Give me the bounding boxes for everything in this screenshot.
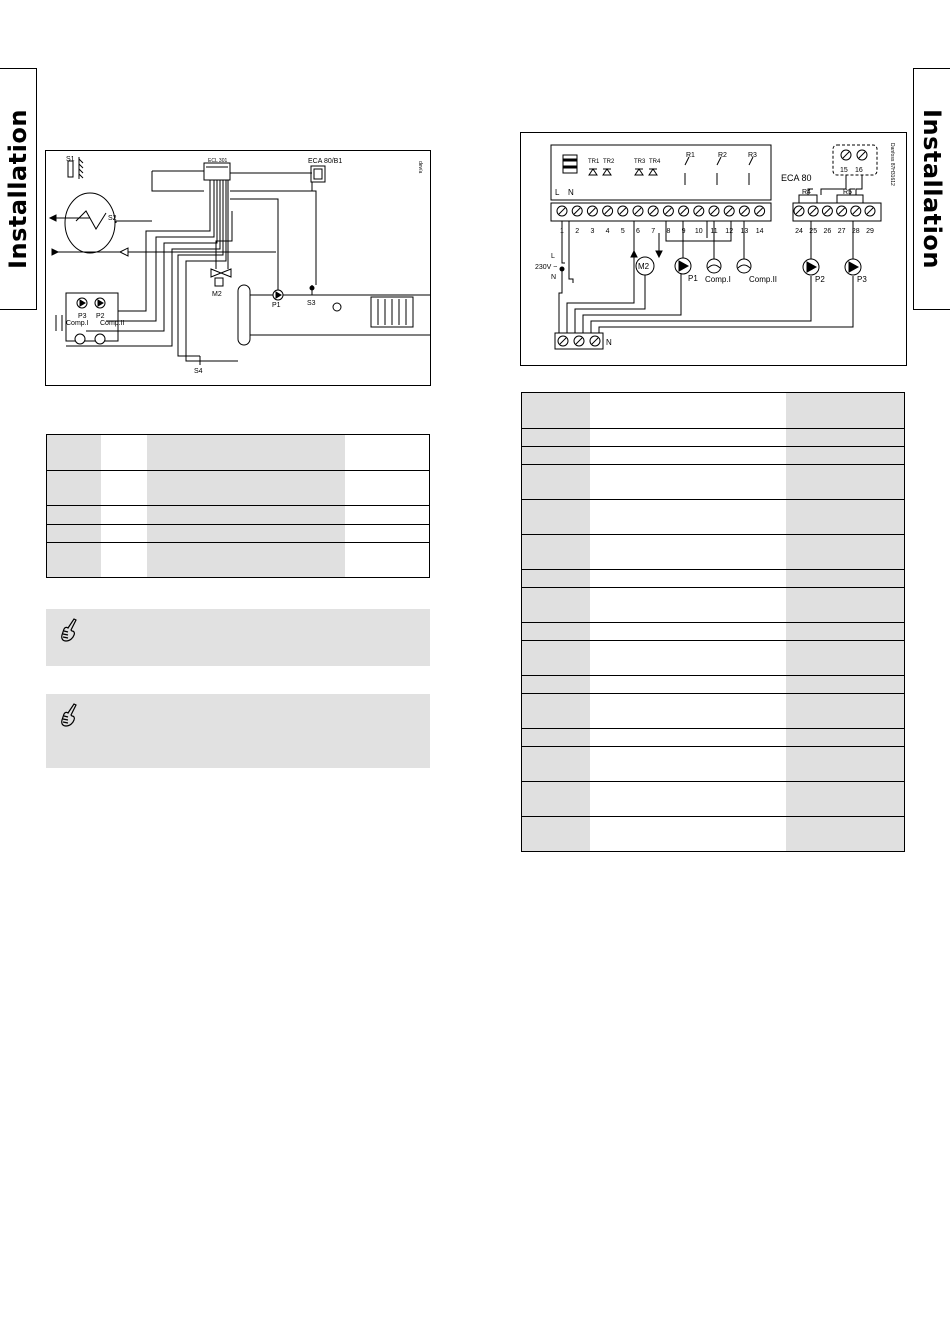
main-terminal-8: 8 xyxy=(666,228,671,235)
label-r1: R1 xyxy=(686,152,695,159)
wiring-diagram xyxy=(520,132,907,366)
main-terminal-4: 4 xyxy=(605,228,610,235)
note-box-1 xyxy=(46,609,430,666)
eca-terminal-27: 27 xyxy=(837,228,846,235)
label-tr1: TR1 xyxy=(588,159,600,165)
label-ecl: ECL 301 xyxy=(208,158,228,164)
label-s2: S2 xyxy=(108,215,117,222)
label-p3: P3 xyxy=(78,313,87,320)
side-tab-right-label: Installation xyxy=(918,109,946,269)
eca-terminal-28: 28 xyxy=(851,228,860,235)
label-p3: P3 xyxy=(857,275,867,284)
label-N-supply: N xyxy=(551,274,557,281)
main-terminal-7: 7 xyxy=(651,228,656,235)
label-tr3: TR3 xyxy=(634,159,646,165)
main-terminal-3: 3 xyxy=(590,228,595,235)
label-m2: M2 xyxy=(212,291,222,298)
main-terminal-9: 9 xyxy=(681,228,686,235)
eca-terminal-24: 24 xyxy=(795,228,803,235)
label-comp1: Comp.I xyxy=(705,275,731,284)
main-terminal-1: 1 xyxy=(560,228,564,235)
side-tab-left xyxy=(0,68,37,310)
terminal-16: 16 xyxy=(855,167,863,174)
pointing-hand-icon xyxy=(60,702,82,728)
label-m2: M2 xyxy=(638,262,650,271)
label-tr2: TR2 xyxy=(603,159,615,165)
side-tab-right xyxy=(913,68,950,310)
label-n-bottom: N xyxy=(606,338,612,347)
main-terminal-10: 10 xyxy=(694,228,703,235)
main-terminal-2: 2 xyxy=(575,228,580,235)
label-tr4: TR4 xyxy=(649,159,661,165)
label-comp2: Comp.II xyxy=(749,275,778,284)
label-code: Danfoss 87H31612 xyxy=(889,143,895,186)
main-terminal-13: 13 xyxy=(740,228,749,235)
label-p1: P1 xyxy=(272,302,281,309)
main-terminal-11: 11 xyxy=(710,228,718,235)
main-terminal-6: 6 xyxy=(636,228,640,235)
eca-terminal-29: 29 xyxy=(866,228,874,235)
label-r2: R2 xyxy=(718,152,727,159)
label-s4: S4 xyxy=(194,368,203,375)
main-terminal-12: 12 xyxy=(725,228,734,235)
label-s1: S1 xyxy=(66,156,75,163)
label-p1: P1 xyxy=(688,274,698,283)
left-table xyxy=(46,434,430,578)
label-r4: R4 xyxy=(802,189,811,196)
label-r3: R3 xyxy=(748,152,757,159)
eca-terminal-26: 26 xyxy=(823,228,832,235)
main-terminal-5: 5 xyxy=(620,228,625,235)
side-tab-left-label: Installation xyxy=(4,109,32,269)
label-code: dev/a xyxy=(417,161,423,174)
label-eca: ECA 80/B1 xyxy=(308,158,343,165)
label-L-supply: L xyxy=(551,253,555,260)
eca-terminal-25: 25 xyxy=(809,228,818,235)
label-N: N xyxy=(568,188,574,197)
pointing-hand-icon xyxy=(60,617,82,643)
label-p2: P2 xyxy=(96,313,105,320)
label-r5: R5 xyxy=(843,189,852,196)
label-L: L xyxy=(555,188,560,197)
label-s3: S3 xyxy=(307,300,316,307)
note-box-2 xyxy=(46,694,430,768)
label-p2: P2 xyxy=(815,275,825,284)
label-comp2: Comp.II xyxy=(100,320,125,327)
system-diagram xyxy=(45,150,431,386)
label-voltage: 230V ~ xyxy=(535,264,558,271)
terminal-15: 15 xyxy=(840,167,848,174)
label-eca: ECA 80 xyxy=(781,173,812,183)
label-comp1: Comp.I xyxy=(66,320,89,327)
main-terminal-14: 14 xyxy=(755,228,764,235)
right-table xyxy=(521,392,905,852)
